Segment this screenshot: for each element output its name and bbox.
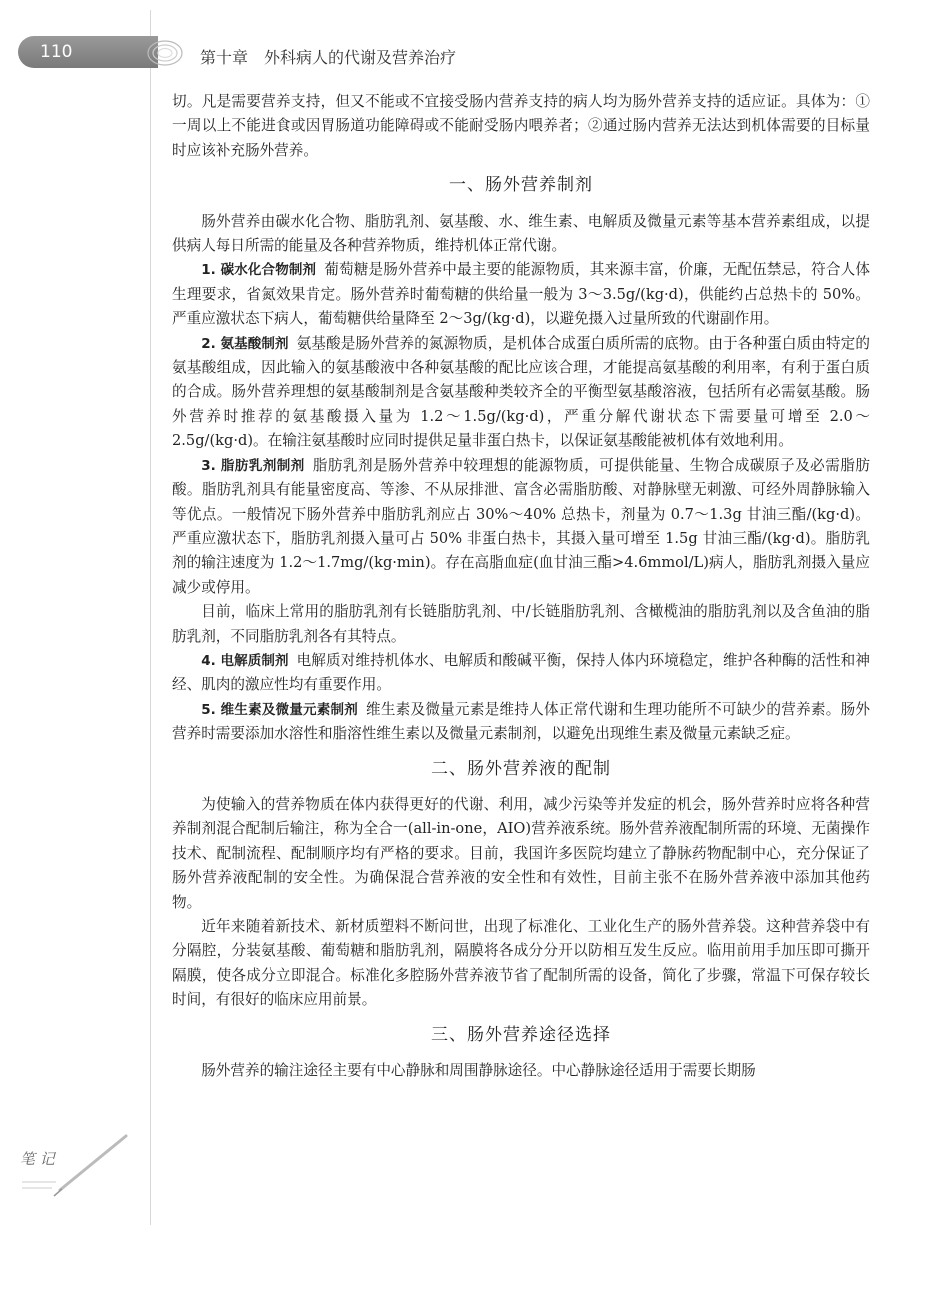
- section-title-2: 二、肠外营养液的配制: [431, 758, 611, 779]
- swirl-emblem-icon: [146, 38, 184, 68]
- item-label: 5. 维生素及微量元素制剂: [201, 701, 359, 718]
- chapter-title: 第十章 外科病人的代谢及营养治疗: [200, 48, 457, 67]
- notes-label: 笔 记: [20, 1150, 55, 1168]
- item-vitamin: [172, 698, 870, 747]
- section1-intro: 肠外营养由碳水化合物、脂肪乳剂、氨基酸、水、维生素、电解质及微量元素等基本营养素组成，以提供病人每日所需的能量及各种营养物质，维持机体正常代谢。: [172, 212, 870, 255]
- section-title-1: 一、肠外营养制剂: [449, 175, 593, 196]
- section3-paragraph-1: 肠外营养的输注途径主要有中心静脉和周围静脉途径。中心静脉途径适用于需要长期肠: [201, 1062, 756, 1080]
- section-title-3: 三、肠外营养途径选择: [431, 1024, 611, 1045]
- item-text: 电解质对维持机体水、电解质和酸碱平衡，保持人体内环境稳定，维护各种酶的活性和神经、肌肉的激应性均有重要作用。: [172, 651, 870, 694]
- page-margin-rule: [150, 10, 151, 1225]
- fat-emulsion-extra: 目前，临床上常用的脂肪乳剂有长链脂肪乳剂、中/长链脂肪乳剂、含橄榄油的脂肪乳剂以及含鱼油的脂肪乳剂，不同脂肪乳剂各有其特点。: [172, 603, 870, 645]
- page-number: 110: [40, 42, 73, 62]
- pen-icon: [14, 1132, 134, 1202]
- item-label: 2. 氨基酸制剂: [201, 335, 289, 352]
- notes-area: [14, 1132, 134, 1202]
- item-label: 1. 碳水化合物制剂: [201, 262, 317, 279]
- item-text: 葡萄糖是肠外营养中最主要的能源物质，其来源丰富，价廉，无配伍禁忌，符合人体生理要求，省氮效果肯定。肠外营养时葡萄糖的供给量一般为 3～3.5g/(kg·d)，供能约占总热卡的 50%。严重应激状态下病人，葡萄糖供给量降至 2～3g/(kg·d)，以避免摄入过量所致的代谢副作用。: [172, 261, 870, 328]
- section2-paragraph-1: 为使输入的营养物质在体内获得更好的代谢、利用，减少污染等并发症的机会，肠外营养时应将各种营养制剂混合配制后输注，称为全合一(all-in-one，AIO)营养液系统。肠外营养液配制所需的环境、无菌操作技术、配制流程、配制顺序均有严格的要求。目前，我国许多医院均建立了静脉药物配制中心，充分保证了肠外营养液配制的安全性。为确保混合营养液的安全性和有效性，目前主张不在肠外营养液中添加其他药物。: [172, 795, 870, 911]
- item-text: 氨基酸是肠外营养的氮源物质，是机体合成蛋白质所需的底物。由于各种蛋白质由特定的氨基酸组成，因此输入的氨基酸液中各种氨基酸的配比应该合理，才能提高氨基酸的利用率，有利于蛋白质的合成。肠外营养理想的氨基酸制剂是含氨基酸种类较齐全的平衡型氨基酸溶液，包括所有必需氨基酸。肠外营养时推荐的氨基酸摄入量为 1.2～1.5g/(kg·d)，严重分解代谢状态下需要量可增至 2.0～2.5g/(kg·d)。在输注氨基酸时应同时提供足量非蛋白热卡，以保证氨基酸能被机体有效地利用。: [172, 334, 870, 450]
- item-fat-emulsion: [172, 454, 870, 600]
- item-text: 脂肪乳剂是肠外营养中较理想的能源物质，可提供能量、生物合成碳原子及必需脂肪酸。脂肪乳剂具有能量密度高、等渗、不从尿排泄、富含必需脂肪酸、对静脉壁无刺激、可经外周静脉输入等优点。一般情况下肠外营养中脂肪乳剂应占 30%～40% 总热卡，剂量为 0.7～1.3g 甘油三酯/(kg·d)。严重应激状态下，脂肪乳剂摄入量可占 50% 非蛋白热卡，其摄入量可增至 1.5g 甘油三酯/(kg·d)。脂肪乳剂的输注速度为 1.2～1.7mg/(kg·min)。存在高脂血症(血甘油三酯>4.6mmol/L)病人，脂肪乳剂摄入量应减少或停用。: [172, 456, 870, 596]
- item-electrolyte: [172, 649, 870, 698]
- page-content: [172, 90, 870, 1083]
- item-carbohydrate: [172, 258, 870, 331]
- item-label: 4. 电解质制剂: [201, 652, 289, 669]
- item-label: 3. 脂肪乳剂制剂: [201, 457, 305, 474]
- page-number-tab: [18, 36, 158, 68]
- item-amino-acid: [172, 332, 870, 454]
- section2-paragraph-2: 近年来随着新技术、新材质塑料不断问世，出现了标准化、工业化生产的肠外营养袋。这种营养袋中有分隔腔，分装氨基酸、葡萄糖和脂肪乳剂，隔膜将各成分分开以防相互发生反应。临用前用手加压即可撕开隔膜，使各成分立即混合。标准化多腔肠外营养液节省了配制所需的设备，简化了步骤，常温下可保存较长时间，有很好的临床应用前景。: [172, 918, 870, 1009]
- item-text: 维生素及微量元素是维持人体正常代谢和生理功能所不可缺少的营养素。肠外营养时需要添加水溶性和脂溶性维生素以及微量元素制剂，以避免出现维生素及微量元素缺乏症。: [172, 700, 870, 743]
- intro-paragraph: 切。凡是需要营养支持，但又不能或不宜接受肠内营养支持的病人均为肠外营养支持的适应证。具体为：①一周以上不能进食或因胃肠道功能障碍或不能耐受肠内喂养者；②通过肠内营养无法达到机体需要的目标量时应该补充肠外营养。: [172, 93, 870, 159]
